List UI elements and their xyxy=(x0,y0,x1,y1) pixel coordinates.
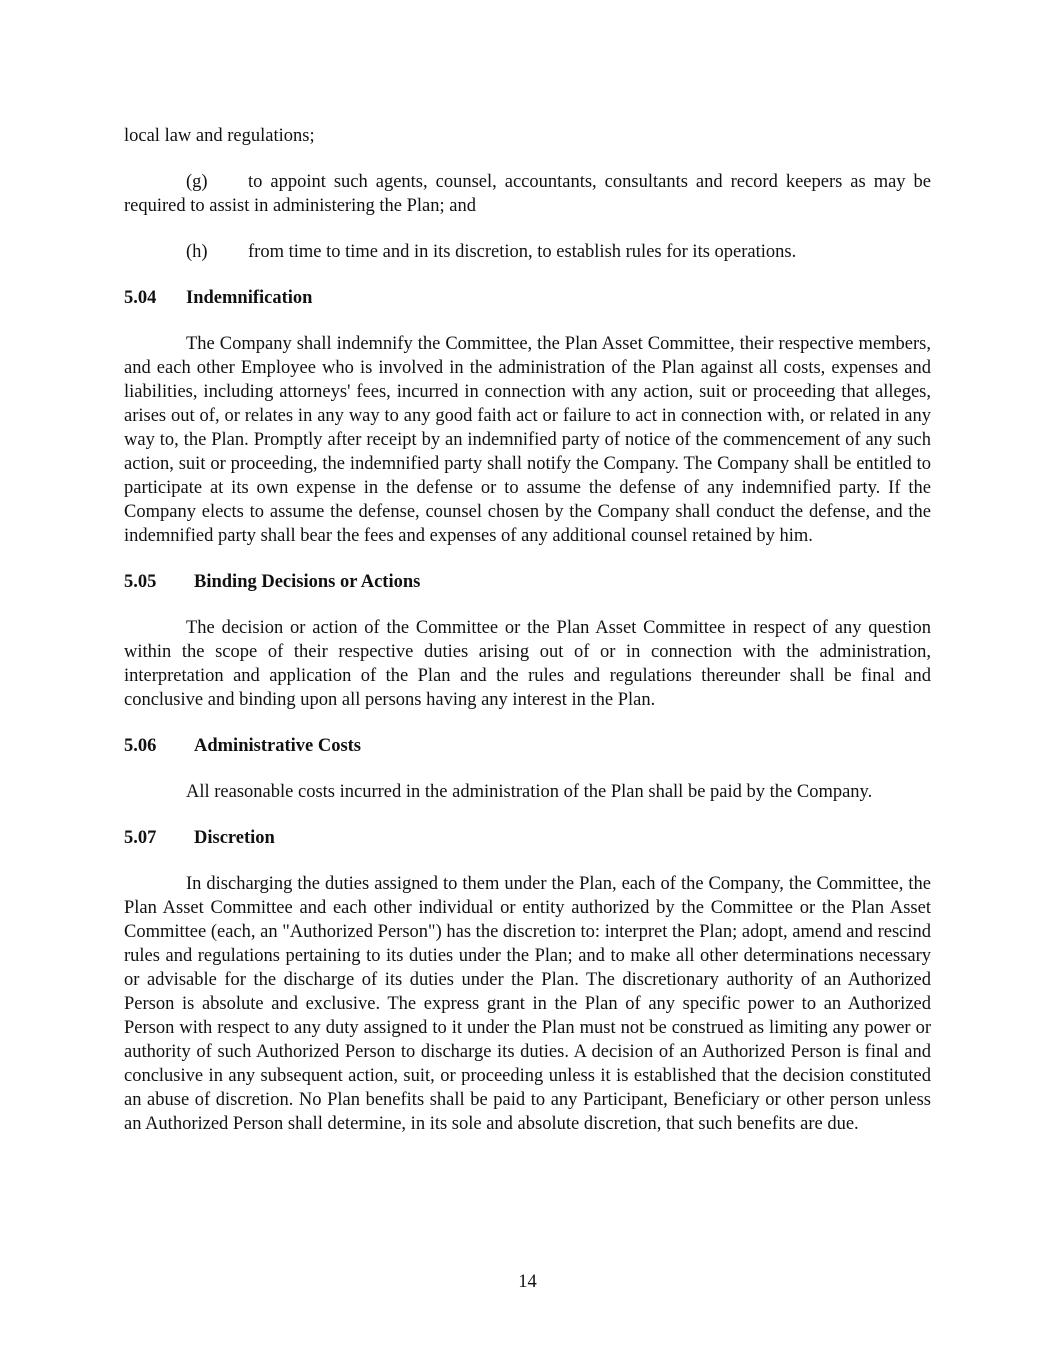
section-title: Binding Decisions or Actions xyxy=(194,572,421,592)
section-body-5-05: The decision or action of the Committee or the Plan Asset Committee in respect of any question within the scope of their respective duties arising out of or in connection with the administration, interpretation and application of the Plan and the rules and regulations thereunder shall be final and conclusive and binding upon all persons having any interest in the Plan. xyxy=(124,618,931,710)
section-body-5-07: In discharging the duties assigned to them under the Plan, each of the Company, the Committee, the Plan Asset Committee and each other individual or entity authorized by the Committee or the Plan Asset Committee (each, an "Authorized Person") has the discretion to: interpret the Plan; adopt, amend and rescind rules and regulations pertaining to its duties under the Plan; and to make all other determinations necessary or advisable for the discharge of its duties under the Plan. The discretionary authority of an Authorized Person is absolute and exclusive. The express grant in the Plan of any specific power to an Authorized Person with respect to any duty assigned to it under the Plan must not be construed as limiting any power or authority of such Authorized Person to discharge its duties. A decision of an Authorized Person is final and conclusive in any subsequent action, suit, or proceeding unless it is established that the decision constituted an abuse of discretion. No Plan benefits shall be paid to any Participant, Beneficiary or other person unless an Authorized Person shall determine, in its sole and absolute discretion, that such benefits are due. xyxy=(124,874,931,1134)
page-number: 14 xyxy=(518,1272,537,1292)
section-number: 5.05 xyxy=(124,572,157,592)
section-body-5-06: All reasonable costs incurred in the administration of the Plan shall be paid by the Company. xyxy=(186,782,873,802)
document-page xyxy=(124,124,931,1136)
section-body-5-04: The Company shall indemnify the Committee, the Plan Asset Committee, their respective members, and each other Employee who is involved in the administration of the Plan against all costs, expenses and liabilities, including attorneys' fees, incurred in connection with any action, suit or proceeding that alleges, arises out of, or relates in any way to any good faith act or failure to act in connection with, or related in any way to, the Plan. Promptly after receipt by an indemnified party of notice of the commencement of any such action, suit or proceeding, the indemnified party shall notify the Company. The Company shall be entitled to participate at its own expense in the defense or to assume the defense of any indemnified party. If the Company elects to assume the defense, counsel chosen by the Company shall conduct the defense, and the indemnified party shall bear the fees and expenses of any additional counsel retained by him. xyxy=(124,334,931,546)
list-item-h xyxy=(124,240,931,264)
item-text: from time to time and in its discretion, to establish rules for its operations. xyxy=(248,242,797,262)
section-heading-5-05 xyxy=(124,570,931,594)
section-heading-5-04 xyxy=(124,286,931,310)
section-title: Administrative Costs xyxy=(194,736,362,756)
item-text: to appoint such agents, counsel, accountants, consultants and record keepers as may be required to assist in administering the Plan; and xyxy=(124,172,931,216)
section-title: Indemnification xyxy=(186,288,313,308)
section-title: Discretion xyxy=(194,828,275,848)
section-number: 5.06 xyxy=(124,736,157,756)
section-heading-5-06 xyxy=(124,734,931,758)
list-item-g xyxy=(124,170,931,218)
section-number: 5.04 xyxy=(124,288,157,308)
continuation-text: local law and regulations; xyxy=(124,126,315,146)
item-label: (h) xyxy=(186,242,208,262)
item-label: (g) xyxy=(186,172,208,192)
section-number: 5.07 xyxy=(124,828,157,848)
section-heading-5-07 xyxy=(124,826,931,850)
